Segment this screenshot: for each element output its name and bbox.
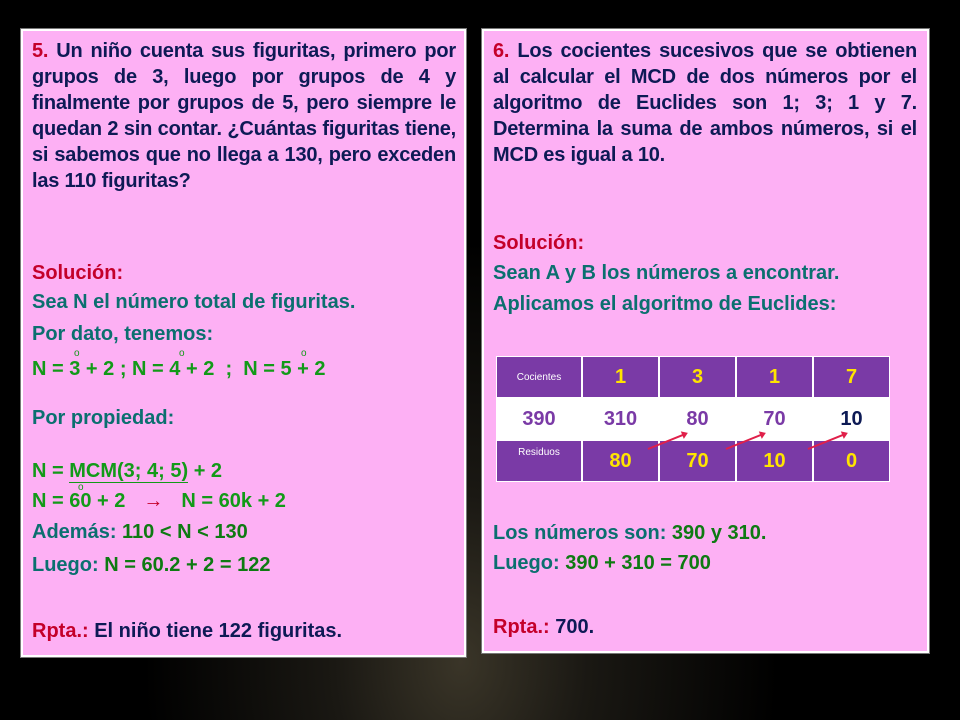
eq3-right: N = 60k + 2 [181, 490, 286, 512]
cociente-cell: 1 [736, 356, 813, 398]
number-cell: 80 [659, 398, 736, 440]
answer-5 [32, 620, 342, 643]
solution-5-mcm-line [32, 460, 222, 483]
degree-mark: o [301, 348, 307, 359]
residuo-cell: 10 [736, 440, 813, 482]
mcm-prefix: N = [32, 460, 70, 482]
solution-5-sea: Sea N el número total de figuritas. [32, 291, 356, 313]
answer-6-text: 700. [555, 616, 595, 638]
numeros-value: 390 y 310. [671, 522, 767, 544]
solution-5-ademas [32, 521, 248, 544]
cociente-cell: 7 [813, 356, 890, 398]
problem-5-statement [32, 38, 456, 194]
ademas-value: 110 < N < 130 [122, 521, 248, 543]
problem-6-number: 6. [493, 40, 510, 62]
number-cell: 390 [496, 398, 582, 440]
cociente-cell: 3 [659, 356, 736, 398]
degree-mark: o [74, 348, 80, 359]
solution-6-numeros [493, 522, 766, 545]
number-cell: 70 [736, 398, 813, 440]
problem-5-text: Un niño cuenta sus figuritas, primero por grupos de 3, luego por grupos de 4 y finalmente por grupos de 5, pero siempre le quedan 2 sin contar. ¿Cuántas figuritas tiene, si sabemos que no llega a 130, pero exceden las 110 figuritas? [32, 40, 456, 192]
problem-6-statement [493, 38, 917, 168]
number-cell: 310 [582, 398, 659, 440]
implies-arrow: → [143, 490, 164, 512]
solution-5-heading: Solución: [32, 262, 124, 284]
mcm-suffix: + 2 [188, 460, 223, 482]
residuo-cell: 0 [813, 440, 890, 482]
answer-6 [493, 616, 594, 639]
solution-6-luego [493, 552, 711, 575]
answer-5-label: Rpta.: [32, 620, 95, 642]
solution-5-luego [32, 554, 270, 577]
luego-value: N = 60.2 + 2 = 122 [104, 554, 271, 576]
numeros-label: Los números son: [493, 522, 672, 544]
problem-5-number: 5. [32, 40, 49, 62]
mcd-cell: 10 [813, 398, 890, 440]
residuo-cell: 80 [582, 440, 659, 482]
luego-label: Luego: [32, 554, 105, 576]
solution-6-aplicamos: Aplicamos el algoritmo de Euclides: [493, 293, 837, 315]
cocientes-label: Cocientes [496, 356, 582, 398]
eq3-left: N = 60 + 2 [32, 490, 126, 512]
cociente-cell: 1 [582, 356, 659, 398]
solution-5-equation-3 [32, 490, 286, 513]
solution-5-equation-1: N = 3 + 2 ; N = 4 + 2 ; N = 5 + 2 [32, 358, 326, 380]
problem-6-text: Los cocientes sucesivos que se obtienen al calcular el MCD de dos números por el algoritmo de Euclides son 1; 3; 1 y 7. Determina la suma de ambos números, si el MCD es igual a 10. [493, 40, 917, 166]
answer-6-label: Rpta.: [493, 616, 556, 638]
solution-6-sean: Sean A y B los números a encontrar. [493, 262, 840, 284]
degree-mark: o [78, 482, 84, 493]
luego-value: 390 + 310 = 700 [565, 552, 711, 574]
mcm-expression: MCM(3; 4; 5) [69, 460, 189, 482]
degree-mark: o [179, 348, 185, 359]
solution-6-heading: Solución: [493, 232, 585, 254]
residuos-label: Residuos [496, 440, 582, 482]
luego-label: Luego: [493, 552, 566, 574]
answer-5-text: El niño tiene 122 figuritas. [94, 620, 343, 642]
euclid-table [496, 356, 890, 482]
ademas-label: Además: [32, 521, 123, 543]
solution-5-por-dato: Por dato, tenemos: [32, 323, 214, 345]
residuo-cell: 70 [659, 440, 736, 482]
solution-5-por-propiedad: Por propiedad: [32, 407, 175, 429]
